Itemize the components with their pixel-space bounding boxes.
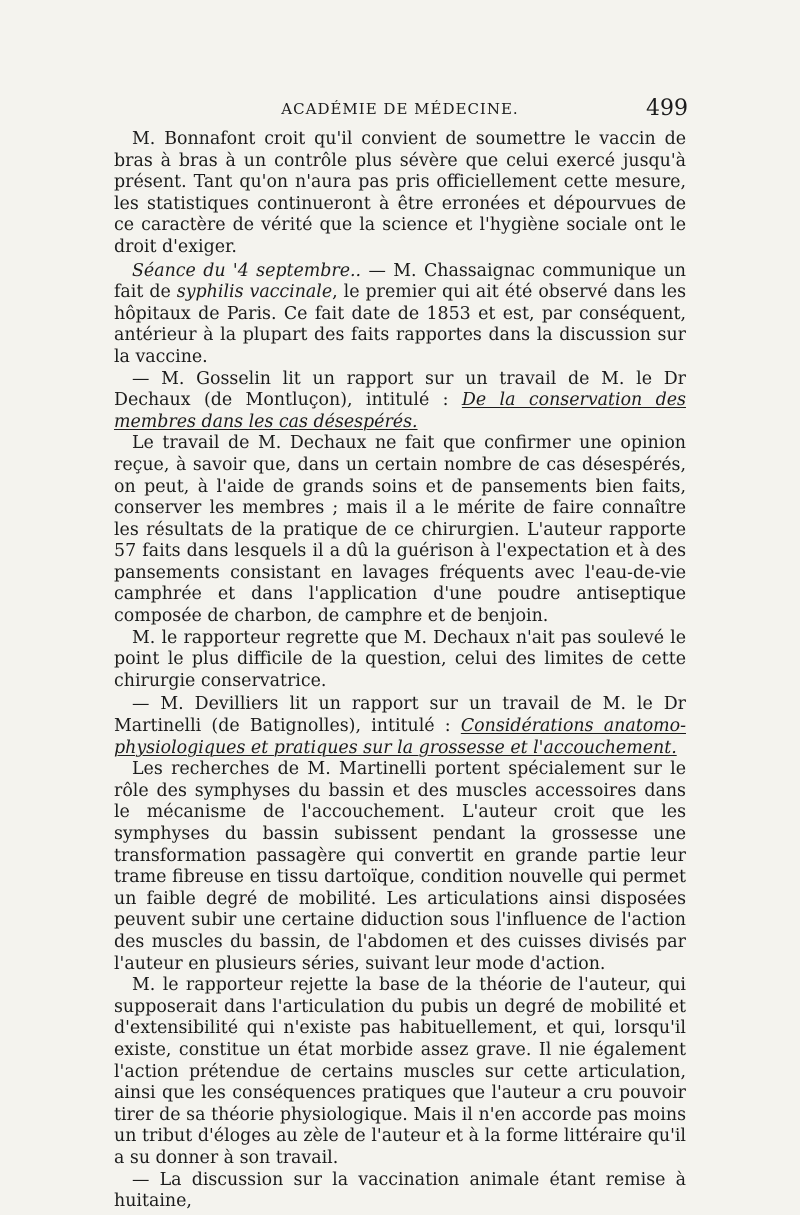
paragraph-text: M. le rapporteur rejette la base de la théorie de l'auteur, qui supposerait dans l'articulation du pubis un degré de mobilité et d'extensibilité qui n'existe pas habituellement, et qui, lorsqu'il existe, constitue un état morbide assez grave. Il nie également l'action prétendue de certains muscles sur cette articulation, ainsi que les conséquences pratiques que l'auteur a cru pouvoir tirer de sa théorie physiologique. Mais il n'en accorde pas moins un tribut d'éloges au zèle de l'auteur et à la forme littéraire qu'il a su donner à son travail. bbox=[114, 975, 686, 1168]
paragraph-vaccination-discussion bbox=[114, 1170, 686, 1213]
paragraph-seance-chassaignac bbox=[114, 261, 686, 369]
work-title: Considérations anatomo-physiologiques et pratiques sur la grossesse et l'accouchement. bbox=[114, 716, 686, 758]
page-body bbox=[114, 129, 686, 1213]
page-number: 499 bbox=[646, 96, 688, 121]
paragraph-martinelli-research bbox=[114, 759, 686, 975]
paragraph-dechaux-work bbox=[114, 433, 686, 627]
paragraph-text-continued: , le premier qui ait été observé dans les hôpitaux de Paris. Ce fait date de 1853 et est, par conséquent, antérieur à la plupart des faits rapportes dans la discussion sur la vaccine. bbox=[114, 282, 686, 367]
paragraph-rapporteur-martinelli bbox=[114, 975, 686, 1169]
paragraph-text: — M. Gosselin lit un rapport sur un travail de M. le Dr Dechaux (de Montluçon), intitulé : bbox=[114, 368, 686, 411]
paragraph-text: — La discussion sur la vaccination animale étant remise à huitaine, bbox=[114, 1169, 686, 1212]
paragraph-text: Les recherches de M. Martinelli portent spécialement sur le rôle des symphyses du bassin et des muscles accessoires dans le mécanisme de l'accouchement. L'auteur croit que les symphyses du bassin subissent pendant la grossesse une transformation passagère qui convertit en grande partie leur trame fibreuse en tissu dartoïque, condition nouvelle qui permet un faible degré de mobilité. Les articulations ainsi disposées peuvent subir une certaine diduction sous l'influence de l'action des muscles du bassin, de l'abdomen et des cuisses divisés par l'auteur en plusieurs séries, suivant leur mode d'action. bbox=[114, 759, 686, 974]
paragraph-text: Le travail de M. Dechaux ne fait que confirmer une opinion reçue, à savoir que, dans un certain nombre de cas désespérés, on peut, à l'aide de grands soins et de pansements bien faits, conserver les membres ; mais il a le mérite de faire connaître les résultats de la pratique de ce chirurgien. L'auteur rapporte 57 faits dans lesquels il a dû la guérison à l'expectation et à des pansements consistant en lavages fréquents avec l'eau-de-vie camphrée et dans l'application d'une poudre antiseptique composée de charbon, de camphre et de benjoin. bbox=[114, 433, 686, 627]
paragraph-text: — M. Chassaignac communique un fait de bbox=[114, 260, 686, 303]
paragraph-text: M. le rapporteur regrette que M. Dechaux n'ait pas soulevé le point le plus difficile de la question, celui des limites de cette chirurgie conservatrice. bbox=[114, 627, 686, 691]
paragraph-text: M. Bonnafont croit qu'il convient de soumettre le vaccin de bras à bras à un contrôle plus sévère que celui exercé jusqu'à présent. Tant qu'on n'aura pas pris officiellement cette mesure, les statistiques continueront à être erronées et dépourvues de ce caractère de vérité que la science et l'hygiène sociale ont le droit d'exiger. bbox=[114, 129, 686, 257]
paragraph-bonnafont bbox=[114, 129, 686, 259]
paragraph-rapporteur-dechaux bbox=[114, 628, 686, 693]
work-title: De la conservation des membres dans les cas désespérés. bbox=[114, 390, 686, 432]
paragraph-text: — M. Devilliers lit un rapport sur un travail de M. le Dr Martinelli (de Batignolles), intitulé : bbox=[114, 694, 686, 737]
italic-term: syphilis vaccinale bbox=[176, 282, 333, 303]
paragraph-gosselin bbox=[114, 369, 686, 434]
running-title: ACADÉMIE DE MÉDECINE. bbox=[281, 100, 519, 118]
running-header bbox=[0, 96, 800, 126]
session-date: Séance du '4 septembre.. bbox=[132, 260, 362, 281]
paragraph-devilliers bbox=[114, 694, 686, 759]
